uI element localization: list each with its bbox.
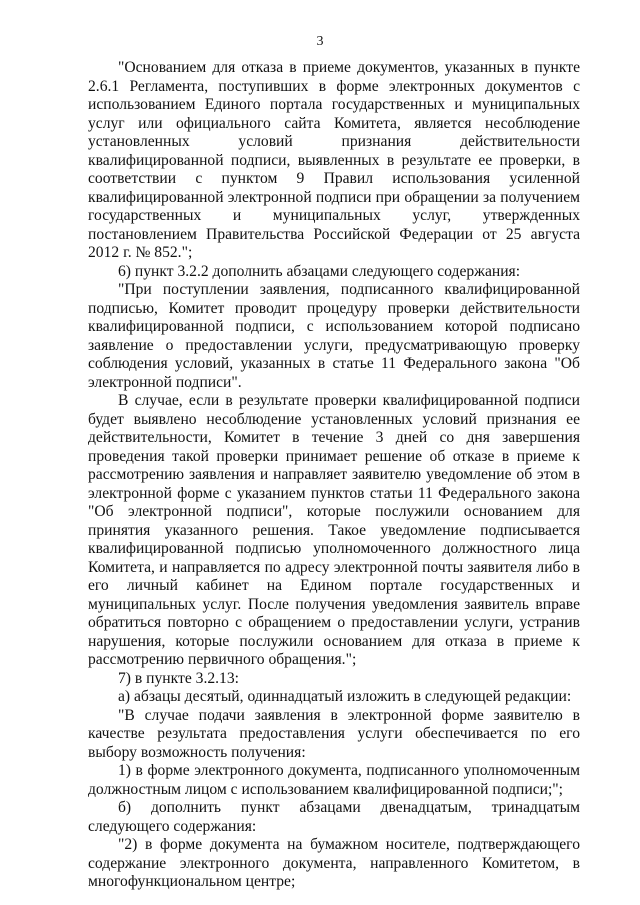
document-body [88,59,580,892]
paragraph-option-1: 1) в форме электронного документа, подписанного уполномоченным должностным лицом с использованием квалифицированной подписи;"; [88,762,580,798]
paragraph-electronic-result: "В случае подачи заявления в электронной форме заявителю в качестве результата предоставления услуги обеспечивается по его выбору возможность получения: [88,706,580,761]
paragraph-signature-check: "При поступлении заявления, подписанного квалифицированной подписью, Комитет проводит процедуру проверки действительности квалифицированной подписи, с использованием которой подписано заявление о предоставлении услуги, предусматривающую проверку соблюдения условий, указанных в статье 11 Федерального закона "Об электронной подписи". [88,281,580,391]
page-number: 3 [316,34,324,49]
paragraph-item-6: 6) пункт 3.2.2 дополнить абзацами следующего содержания: [118,262,521,280]
paragraph-option-2: "2) в форме документа на бумажном носителе, подтверждающего содержание электронного документа, направленного Комитетом, в многофункциональном центре; [88,836,580,890]
paragraph-refusal-grounds: "Основанием для отказа в приеме документов, указанных в пункте 2.6.1 Регламента, поступивших в форме электронных документов с использованием Единого портала государственных и муниципальных услуг или официального сайта Комитета, является несоблюдение установленных условий признания действительности квалифицированной подписи, выявленных в результате ее проверки, в соответствии с пунктом 9 Правил использования усиленной квалифицированной электронной подписи при обращении за получением государственных и муниципальных услуг, утвержденных постановлением Правительства Российской Федерации от 25 августа 2012 г. № 852."; [88,59,580,261]
paragraph-item-7: 7) в пункте 3.2.13: [118,669,239,687]
paragraph-subitem-b: б) дополнить пункт абзацами двенадцатым, тринадцатым следующего содержания: [88,799,580,835]
paragraph-check-failure: В случае, если в результате проверки квалифицированной подписи будет выявлено несоблюдение установленных условий признания ее действительности, Комитет в течение 3 дней со дня завершения проведения такой проверки принимает решение об отказе в приеме к рассмотрению заявления и направляет заявителю уведомление об этом в электронной форме с указанием пунктов статьи 11 Федерального закона "Об электронной подписи", которые послужили основанием для принятия указанного решения. Такое уведомление подписывается квалифицированной подписью уполномоченного должностного лица Комитета, и направляется по адресу электронной почты заявителя либо в его личный кабинет на Едином портале государственных и муниципальных услуг. После получения уведомления заявитель вправе обратиться повторно с обращением о предоставлении услуги, устранив нарушения, которые послужили основанием для отказа в приеме к рассмотрению первичного обращения."; [88,392,580,668]
paragraph-subitem-a: а) абзацы десятый, одиннадцатый изложить в следующей редакции: [118,688,572,705]
